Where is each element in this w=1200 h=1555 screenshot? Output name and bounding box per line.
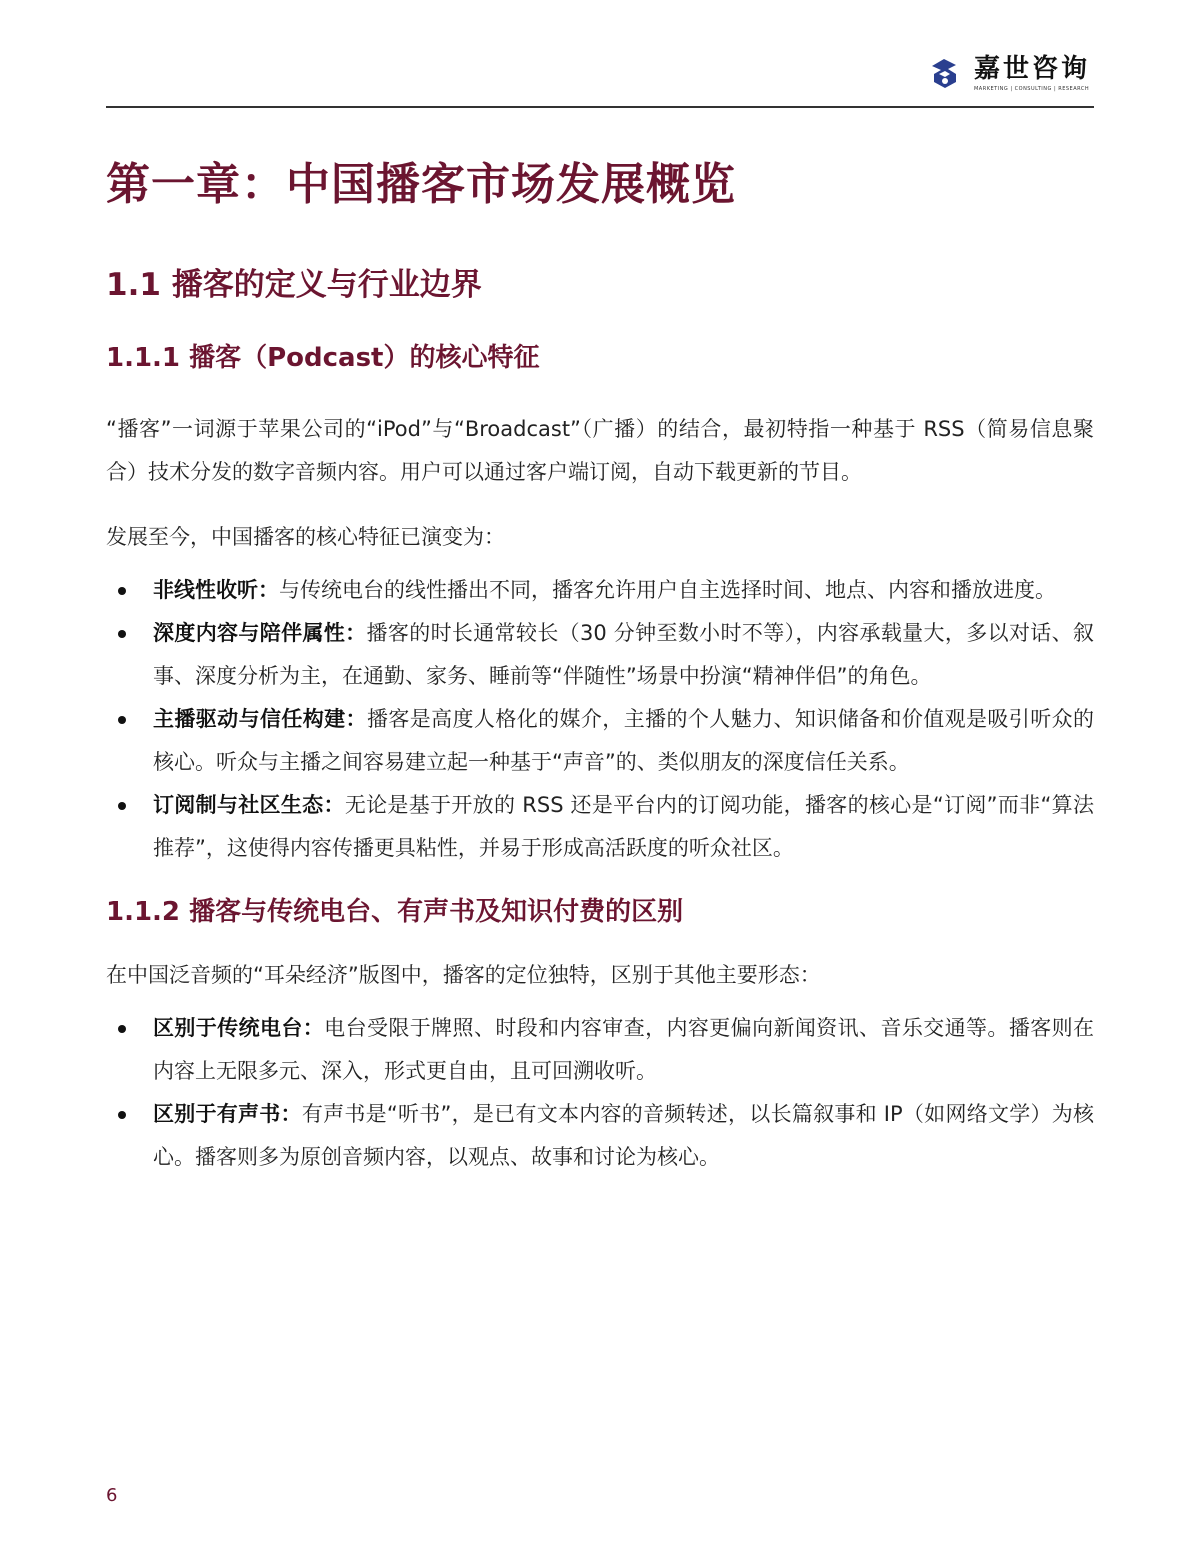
list-item: [106, 612, 1094, 698]
list-item: [106, 1093, 1094, 1179]
item-term: 深度内容与陪伴属性：: [153, 621, 367, 645]
item-term: 非线性收听：: [153, 578, 279, 602]
bullet-icon: [118, 630, 126, 638]
bullet-icon: [118, 802, 126, 810]
item-text: 有声书是“听书”，是已有文本内容的音频转述，以长篇叙事和 IP（如网络文学）为核心。播客则多为原创音频内容，以观点、故事和讨论为核心。: [153, 1102, 1094, 1169]
logo-mark-icon: [928, 56, 962, 90]
lead-paragraph: 发展至今，中国播客的核心特征已演变为：: [106, 525, 505, 549]
chapter-title: 第一章：中国播客市场发展概览: [106, 159, 736, 210]
list-item: [106, 698, 1094, 784]
item-text: 与传统电台的线性播出不同，播客允许用户自主选择时间、地点、内容和播放进度。: [279, 578, 1056, 602]
item-term: 区别于有声书：: [153, 1102, 302, 1126]
section-title: 1.1 播客的定义与行业边界: [106, 267, 482, 303]
company-logo: [928, 54, 1090, 92]
bullet-icon: [118, 716, 126, 724]
logo-name: 嘉世咨询: [973, 54, 1090, 84]
lead-paragraph: 在中国泛音频的“耳朵经济”版图中，播客的定位独特，区别于其他主要形态：: [106, 963, 821, 987]
page-content: [106, 150, 1094, 1179]
bullet-icon: [118, 1111, 126, 1119]
bullet-icon: [118, 1025, 126, 1033]
subsection-title: 1.1.2 播客与传统电台、有声书及知识付费的区别: [106, 897, 684, 927]
list-item: [106, 1007, 1094, 1093]
item-term: 区别于传统电台：: [153, 1016, 325, 1040]
item-text: 无论是基于开放的 RSS 还是平台内的订阅功能，播客的核心是“订阅”而非“算法推荐”，这使得内容传播更具粘性，并易于形成高活跃度的听众社区。: [153, 793, 1094, 860]
subsection-title: 1.1.1 播客（Podcast）的核心特征: [106, 343, 540, 373]
item-term: 主播驱动与信任构建：: [153, 707, 367, 731]
item-text: 播客是高度人格化的媒介，主播的个人魅力、知识储备和价值观是吸引听众的核心。听众与主播之间容易建立起一种基于“声音”的、类似朋友的深度信任关系。: [153, 707, 1094, 774]
page-number: 6: [106, 1485, 118, 1506]
comparison-list: [106, 1007, 1094, 1179]
item-text: 播客的时长通常较长（30 分钟至数小时不等），内容承载量大，多以对话、叙事、深度分析为主，在通勤、家务、睡前等“伴随性”场景中扮演“精神伴侣”的角色。: [153, 621, 1094, 688]
item-term: 订阅制与社区生态：: [153, 793, 345, 817]
list-item: [106, 784, 1094, 870]
item-text: 电台受限于牌照、时段和内容审查，内容更偏向新闻资讯、音乐交通等。播客则在内容上无限多元、深入，形式更自由，且可回溯收听。: [153, 1016, 1095, 1083]
page-header: [106, 50, 1094, 108]
list-item: [106, 569, 1094, 612]
bullet-icon: [118, 587, 126, 595]
feature-list: [106, 569, 1094, 870]
intro-paragraph: “播客”一词源于苹果公司的“iPod”与“Broadcast”（广播）的结合，最初特指一种基于 RSS（简易信息聚合）技术分发的数字音频内容。用户可以通过客户端订阅，自动下载更新的节目。: [106, 417, 1094, 484]
logo-tagline: MARKETING | CONSULTING | RESEARCH: [973, 86, 1090, 92]
